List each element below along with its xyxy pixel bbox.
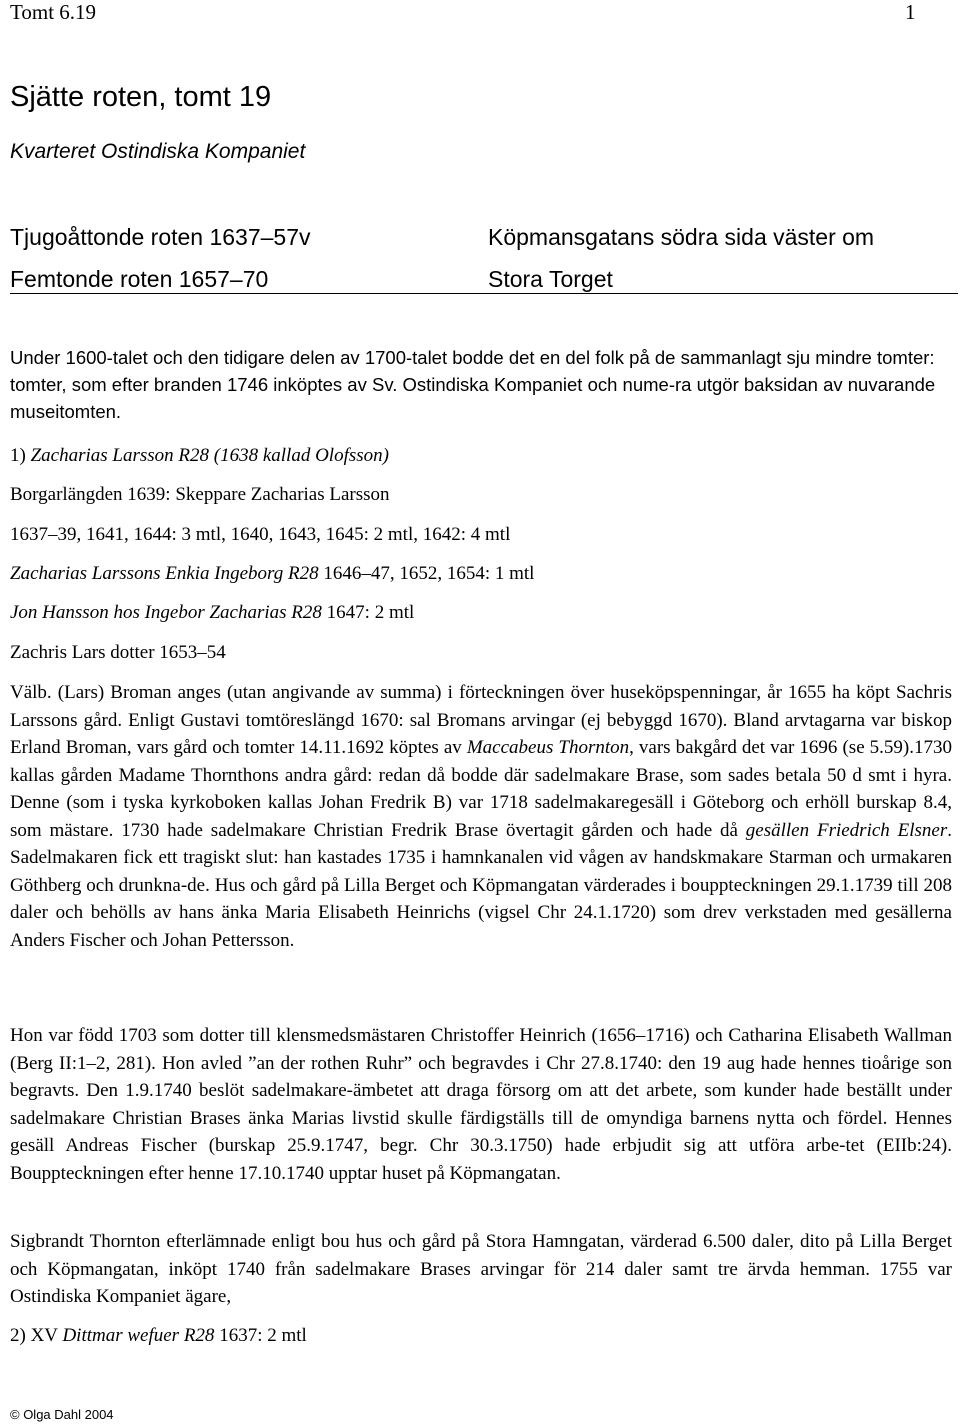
entry-1-jon-name: Jon Hansson hos Ingebor Zacharias R28 (10, 602, 322, 623)
page-subtitle: Kvarteret Ostindiska Kompaniet (10, 140, 306, 163)
entry-1-heading (10, 443, 389, 469)
entry-2-name: Dittmar wefuer R28 (62, 1325, 215, 1346)
entry-1-number: 1) (10, 445, 26, 466)
entry-1-enkia-name: Zacharias Larssons Enkia Ingeborg R28 (10, 563, 319, 584)
entry-1-zachris: Zachris Lars dotter 1653–54 (10, 642, 226, 663)
entry-2 (10, 1323, 307, 1349)
entry-1-enkia-years: 1646–47, 1652, 1654: 1 mtl (323, 563, 535, 584)
entry-1-enkia (10, 561, 534, 587)
roten-left-1: Tjugoåttonde roten 1637–57v (10, 224, 311, 250)
page-header-left: Tomt 6.19 (10, 0, 97, 24)
gesallen-friedrich-elsner: gesällen Friedrich Elsner (745, 819, 948, 841)
page-number: 1 (905, 0, 916, 24)
paragraph-broman-text-c: , vars bakgård det var 1696 (se 5.59).1730 kallas gården Madame Thornthons andra gård: redan då bodde där sadelmakare Brase, som sades betala 50 d smt i hyra. Denne (som i tyska kyrkoboken kallas Johan Fredrik B) var 1718 sadelmakaregesäll i Göteborg och erhöll burskap 8.4, som mästare. 1730 hade sadelmakare Christian Fredrik Brase övertagit gården och hade då (10, 737, 952, 841)
paragraph-broman (10, 679, 952, 954)
entry-1-jon (10, 600, 414, 626)
entry-1-name: Zacharias Larsson R28 (1638 kallad Olofsson) (30, 445, 389, 466)
entry-1-mtl: 1637–39, 1641, 1644: 3 mtl, 1640, 1643, 1645: 2 mtl, 1642: 4 mtl (10, 524, 511, 545)
paragraph-broman-text-e: . Sadelmakaren fick ett tragiskt slut: han kastades 1735 i hamnkanalen vid vågen av handskmakare Starman och urmakaren Göthberg och drunkna-de. Hus och gård på Lilla Berget och Köpmangatan värderades i bouppteckningen 29.1.1739 till 208 daler och behölls av hans änka Maria Elisabeth Heinrichs (vigsel Chr 24.1.1720) som drev verkstaden med gesällerna Anders Fischer och Johan Pettersson. (10, 819, 953, 951)
intro-paragraph: Under 1600-talet och den tidigare delen av 1700-talet bodde det en del folk på de sammanlagt sju mindre tomter: tomter, som efter branden 1746 inköptes av Sv. Ostindiska Kompaniet och nume-ra utgör baksidan av nuvarande museitomten. (10, 347, 936, 422)
paragraph-heinrich: Hon var född 1703 som dotter till klensmedsmästaren Christoffer Heinrich (1656–1716) och Catharina Elisabeth Wallman (Berg II:1–2, 281). Hon avled ”an der rothen Ruhr” och begravdes i Chr 27.8.1740: den 19 aug hade hennes tioårige son begravts. Den 1.9.1740 beslöt sadelmakare-ämbetet att draga försorg om att det arbete, som kunder hade beställt under sadelmakare Christian Brases änka Marias livstid skulle färdigställs till de omyndiga barnens nytta och fördel. Hennes gesäll Andreas Fischer (burskap 25.9.1747, begr. Chr 30.3.1750) hade erbjudit sig att utföra arbe-tet (EIIb:24). Bouppteckningen efter henne 17.10.1740 upptar huset på Köpmangatan. (10, 1025, 952, 1184)
maccabeus-thornton: Maccabeus Thornton (466, 737, 630, 758)
copyright-footer: © Olga Dahl 2004 (10, 1407, 114, 1422)
paragraph-sigbrandt: Sigbrandt Thornton efterlämnade enligt bou hus och gård på Stora Hamngatan, värderad 6.500 daler, dito på Lilla Berget och Köpmangatan, inköpt 1740 från sadelmakare Brases arvingar för 214 daler samt tre ärvda hemman. 1755 var Ostindiska Kompaniet ägare, (10, 1231, 952, 1307)
roten-right-1: Köpmansgatans södra sida väster om (488, 224, 875, 250)
page-title: Sjätte roten, tomt 19 (10, 81, 272, 113)
paragraph-broman-text-a: Välb. (Lars) Broman anges (utan angivande av summa) i förteckningen över huseköpspenningar, år 1655 ha köpt Sachris Larssons gård. Enligt Gustavi tomtöreslängd 1670: sal Bromans arvingar (ej bebyggd 1670). Bland arvtagarna var biskop Erland Broman, vars gård och tomter 14.11.1692 köptes av (10, 682, 952, 758)
roten-right-2: Stora Torget (488, 266, 613, 292)
entry-1-jon-years: 1647: 2 mtl (326, 602, 415, 623)
entry-2-number: 2) XV (10, 1325, 58, 1346)
header-divider (10, 293, 958, 294)
roten-left-2: Femtonde roten 1657–70 (10, 266, 269, 292)
entry-2-years: 1637: 2 mtl (219, 1325, 307, 1346)
entry-1-borgarlangd: Borgarlängden 1639: Skeppare Zacharias Larsson (10, 484, 390, 505)
